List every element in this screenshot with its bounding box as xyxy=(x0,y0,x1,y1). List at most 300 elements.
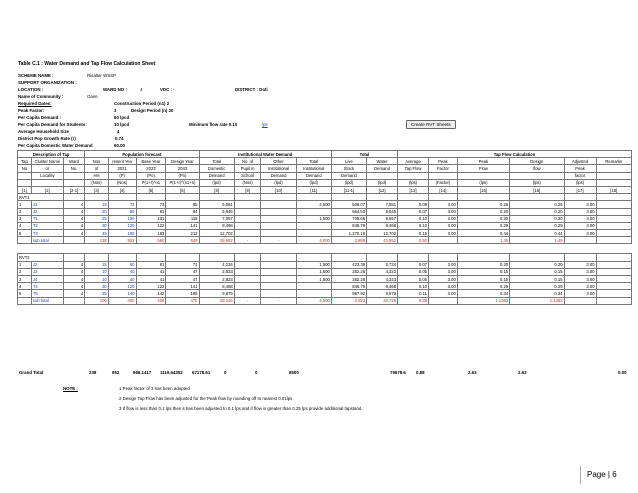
peak-value: 3 xyxy=(114,108,117,113)
table-cell xyxy=(261,194,296,201)
table-cell: 5,081 xyxy=(199,201,234,208)
table-cell: 1 xyxy=(18,261,32,268)
table-cell xyxy=(261,230,296,237)
table-cell: 846.79 xyxy=(331,222,366,229)
header-cell xyxy=(596,165,631,172)
table-cell: 0.44 xyxy=(457,230,509,237)
table-cell: 0.29 xyxy=(510,283,564,290)
table-cell: 8,557 xyxy=(367,215,398,222)
table-cell: 5,734 xyxy=(367,261,398,268)
header-cell xyxy=(63,172,84,179)
table-cell: 120 xyxy=(108,283,136,290)
grand-total-value: 75678.6 xyxy=(390,370,406,375)
grand-total-value: 238 xyxy=(89,370,97,375)
section-label: RVT2 xyxy=(18,254,64,261)
subtotal-cell: 400 xyxy=(108,297,136,304)
subtotal-cell: sub total xyxy=(31,297,63,304)
table-cell: 7,581 xyxy=(367,201,398,208)
table-cell: 25 xyxy=(85,215,108,222)
header-cell: (lps) xyxy=(510,179,564,186)
header-cell xyxy=(63,179,84,186)
table-cell: 1,270.18 xyxy=(331,230,366,237)
header-cell: No. xyxy=(63,165,84,172)
table-cell: T4 xyxy=(31,283,63,290)
table-cell: 0.15 xyxy=(457,268,509,275)
table-cell: 81 xyxy=(136,208,166,215)
header-cell: Demand xyxy=(261,172,296,179)
table-cell xyxy=(261,254,296,261)
table-cell: 3.00 xyxy=(564,283,596,290)
header-cell xyxy=(18,172,32,179)
table-cell: 142 xyxy=(136,290,166,297)
table-row xyxy=(18,230,632,237)
subtotal-cell: 32,726 xyxy=(367,297,398,304)
table-cell: T3 xyxy=(31,230,63,237)
table-cell: J4 xyxy=(31,276,63,283)
header-cell xyxy=(31,179,63,186)
header-cell: [8] xyxy=(199,186,234,193)
table-cell xyxy=(596,215,631,222)
table-cell: 0.11 xyxy=(398,290,429,297)
table-cell xyxy=(63,254,84,261)
domestic-label: Per Capita Domestic Water Demand xyxy=(18,143,93,148)
table-cell: 0.15 xyxy=(510,268,564,275)
table-cell: J3 xyxy=(31,268,63,275)
table-cell: 180 xyxy=(108,230,136,237)
page-number: Page | 6 xyxy=(587,470,617,479)
subtotal-cell xyxy=(564,297,596,304)
domestic-value: 60.00 xyxy=(114,143,125,148)
group-header-cell: Tap Flow Calculation xyxy=(398,151,632,158)
header-cell: Institutional xyxy=(296,165,331,172)
table-cell: 18 xyxy=(85,201,108,208)
table-header-row xyxy=(18,179,632,186)
table-cell: 705.66 xyxy=(331,215,366,222)
header-cell: No. of xyxy=(234,158,261,165)
table-cell: 0.05 xyxy=(398,276,429,283)
grand-total-value: 1119.64352 xyxy=(160,370,183,375)
table-cell xyxy=(234,194,261,201)
table-cell: 423.39 xyxy=(331,261,366,268)
subtotal-cell xyxy=(63,237,84,244)
subtotal-cell: 0.38 xyxy=(398,297,429,304)
subtotal-cell: 38,952 xyxy=(199,237,234,244)
table-cell: 35 xyxy=(85,290,108,297)
table-cell xyxy=(596,230,631,237)
table-cell: 2,500 xyxy=(296,201,331,208)
subtotal-cell: - xyxy=(261,237,296,244)
table-cell xyxy=(296,208,331,215)
calculation-table xyxy=(17,150,632,305)
table-cell xyxy=(261,201,296,208)
table-cell: 9,879 xyxy=(199,290,234,297)
note-label: NOTE : xyxy=(63,386,78,391)
header-cell: HH xyxy=(85,172,108,179)
table-cell: 101 xyxy=(136,215,166,222)
note-item: 2 Design Tap Flow has been adjusted for the Peak flow by rounding off to nearest 0.01lps xyxy=(119,396,293,401)
household-label: Average Household Size xyxy=(18,129,70,134)
table-cell xyxy=(564,254,596,261)
header-cell: Total xyxy=(296,158,331,165)
table-cell: 4 xyxy=(63,215,84,222)
subtotal-cell: 100 xyxy=(85,297,108,304)
table-cell: 2,823 xyxy=(199,276,234,283)
table-cell xyxy=(234,276,261,283)
header-cell: [12] xyxy=(367,186,398,193)
table-cell: 1,500 xyxy=(296,215,331,222)
table-cell xyxy=(234,208,261,215)
table-cell: 3 xyxy=(18,276,32,283)
ward-value: 4 xyxy=(140,87,143,92)
location-label: LOCATION : xyxy=(18,87,44,92)
table-cell: 118 xyxy=(166,215,199,222)
table-cell xyxy=(296,290,331,297)
table-cell: 1 xyxy=(18,201,32,208)
table-cell xyxy=(234,283,261,290)
table-cell: 4 xyxy=(63,283,84,290)
table-row xyxy=(18,276,632,283)
growth-value: 0.74 xyxy=(115,136,124,141)
table-cell xyxy=(596,276,631,283)
table-cell xyxy=(234,230,261,237)
header-cell: [14] xyxy=(429,186,458,193)
header-cell: Pupil in xyxy=(234,165,261,172)
design-period-label: Design Period (n) 20 xyxy=(131,108,174,113)
table-header-row xyxy=(18,158,632,165)
table-cell xyxy=(596,268,631,275)
header-cell: factor xyxy=(564,172,596,179)
header-cell: Peak xyxy=(429,158,458,165)
table-cell: T2 xyxy=(31,222,63,229)
table-cell: 3.00 xyxy=(429,201,458,208)
table-cell: 0.20 xyxy=(510,261,564,268)
section-label-row xyxy=(18,254,632,261)
table-cell: 30 xyxy=(85,222,108,229)
table-cell: 5,645 xyxy=(367,208,398,215)
students-label: Per Capita Demand for Students: xyxy=(18,122,87,127)
table-cell: 10 xyxy=(85,268,108,275)
header-cell: [11] xyxy=(296,186,331,193)
table-cell: 4 xyxy=(63,290,84,297)
table-cell: 8,468 xyxy=(367,222,398,229)
subtotal-cell: 1.49 xyxy=(510,237,564,244)
table-cell: J1 xyxy=(31,201,63,208)
table-cell: 0.05 xyxy=(398,268,429,275)
table-cell: 3.00 xyxy=(429,268,458,275)
group-header-cell: Description of Tap xyxy=(18,151,85,158)
subtotal-cell: 138 xyxy=(85,237,108,244)
table-cell: 0.09 xyxy=(398,201,429,208)
table-cell: 1,500 xyxy=(296,268,331,275)
table-cell: 4 xyxy=(63,230,84,237)
table-cell: 141 xyxy=(166,283,199,290)
header-cell: Tap xyxy=(18,158,32,165)
header-cell: Live xyxy=(331,158,366,165)
table-cell: 846.79 xyxy=(331,283,366,290)
table-cell: 4 xyxy=(63,276,84,283)
subtotal-cell: - xyxy=(261,297,296,304)
table-cell xyxy=(234,222,261,229)
subtotal-cell: - xyxy=(234,297,261,304)
header-cell: [1] xyxy=(18,186,32,193)
table-cell: 3.00 xyxy=(564,215,596,222)
table-cell: 140 xyxy=(108,290,136,297)
table-cell: 40 xyxy=(108,276,136,283)
support-label: SUPPORT ORGANIZATION : xyxy=(18,80,77,85)
header-cell: Flow xyxy=(457,165,509,172)
students-value: 10 lpcd xyxy=(114,122,130,127)
table-cell xyxy=(296,254,331,261)
subtotal-cell: 560 xyxy=(136,237,166,244)
minflow-label: Minimum flow rate 0.10 xyxy=(189,122,238,127)
subtotal-cell xyxy=(63,297,84,304)
table-cell: 120 xyxy=(108,222,136,229)
grand-total-value: 0.00 xyxy=(618,370,627,375)
table-cell: T5 xyxy=(31,290,63,297)
header-cell: Factor xyxy=(429,165,458,172)
subtotal-cell: 3,895 xyxy=(331,237,366,244)
table-cell: 73 xyxy=(136,201,166,208)
header-cell xyxy=(367,172,398,179)
table-cell: 20 xyxy=(85,208,108,215)
subtotal-cell xyxy=(596,237,631,244)
subtotal-cell: 2,823 xyxy=(331,297,366,304)
table-cell xyxy=(367,254,398,261)
header-cell: Design xyxy=(510,158,564,165)
header-cell xyxy=(429,172,458,179)
table-cell: 0.29 xyxy=(457,222,509,229)
group-header-cell: Population forecast xyxy=(85,151,199,158)
table-group-header xyxy=(18,151,632,158)
table-cell: 3.00 xyxy=(564,268,596,275)
required-label: Required Dates: xyxy=(18,101,52,106)
table-cell: 0.20 xyxy=(510,208,564,215)
header-cell: Locality xyxy=(31,172,63,179)
table-row xyxy=(18,201,632,208)
table-cell: 1,500 xyxy=(296,276,331,283)
subtotal-cell: 1.1363 xyxy=(457,297,509,304)
pcd-value: 60 lpcd xyxy=(114,115,130,120)
header-cell: [2] xyxy=(31,186,63,193)
ward-label: WARD NO : xyxy=(103,87,127,92)
table-cell: J2 xyxy=(31,261,63,268)
table-cell: 72 xyxy=(108,201,136,208)
table-cell xyxy=(261,290,296,297)
header-cell: (lps) xyxy=(398,179,429,186)
table-cell: 8,468 xyxy=(199,283,234,290)
header-cell: Tap Flow xyxy=(398,165,429,172)
header-cell xyxy=(18,179,32,186)
spacer-row xyxy=(18,244,632,254)
table-cell xyxy=(596,222,631,229)
table-cell: 4,234 xyxy=(199,261,234,268)
header-cell: Cluster Name xyxy=(31,158,63,165)
header-cell xyxy=(457,172,509,179)
table-header-row xyxy=(18,172,632,179)
header-cell: Nos xyxy=(85,158,108,165)
table-cell: 3.00 xyxy=(429,290,458,297)
table-cell: 60 xyxy=(108,261,136,268)
table-cell: 0.20 xyxy=(457,261,509,268)
household-value: 4 xyxy=(117,129,120,134)
subtotal-cell xyxy=(429,297,458,304)
table-cell: 4 xyxy=(63,208,84,215)
district-label: DISTRICT : Doti xyxy=(235,87,268,92)
header-cell: No xyxy=(18,165,32,172)
table-cell xyxy=(261,261,296,268)
table-cell: 165 xyxy=(166,290,199,297)
table-cell xyxy=(234,290,261,297)
header-cell: (lpd) xyxy=(367,179,398,186)
table-cell: 4 xyxy=(63,201,84,208)
table-cell xyxy=(199,194,234,201)
create-rvt-sheets-button[interactable]: Create RVT Sheets xyxy=(406,120,456,129)
table-cell: 85 xyxy=(166,201,199,208)
minflow-unit: lps xyxy=(262,122,268,127)
table-row xyxy=(18,283,632,290)
table-row xyxy=(18,290,632,297)
table-cell: 282.26 xyxy=(331,276,366,283)
table-cell: 564.53 xyxy=(331,208,366,215)
header-cell: 2023 xyxy=(136,165,166,172)
header-cell xyxy=(398,172,429,179)
table-cell: 3.00 xyxy=(429,283,458,290)
subtotal-cell: sub total xyxy=(31,237,63,244)
pcd-label: Per Capita Demand : xyxy=(18,115,61,120)
header-cell: (lpd) xyxy=(199,179,234,186)
header-cell: [5] xyxy=(136,186,166,193)
header-cell xyxy=(596,172,631,179)
vdc-label: VDC : - xyxy=(160,87,175,92)
group-header-cell: Total xyxy=(331,151,397,158)
table-cell: 3 xyxy=(18,215,32,222)
table-cell: 3.00 xyxy=(564,222,596,229)
subtotal-cell: 1.49 xyxy=(457,237,509,244)
table-cell: 0.15 xyxy=(398,230,429,237)
table-cell: 0.29 xyxy=(510,222,564,229)
header-cell: School xyxy=(234,172,261,179)
section-label-row xyxy=(18,194,632,201)
table-cell: 0.34 xyxy=(510,290,564,297)
subtotal-cell: 4,000 xyxy=(296,237,331,244)
grand-total-value: 67178.61 xyxy=(192,370,211,375)
table-cell: 3.00 xyxy=(564,208,596,215)
header-cell: (Nos) xyxy=(234,179,261,186)
table-cell: 3.00 xyxy=(564,261,596,268)
spacer-cell xyxy=(18,244,632,254)
table-cell: 212 xyxy=(166,230,199,237)
header-cell: [3] xyxy=(85,186,108,193)
table-cell: 2 xyxy=(18,268,32,275)
table-cell xyxy=(296,283,331,290)
header-cell: Demand xyxy=(199,172,234,179)
header-cell: [13] xyxy=(398,186,429,193)
subtotal-cell xyxy=(564,237,596,244)
table-cell: 3.00 xyxy=(429,208,458,215)
table-cell: 47 xyxy=(166,268,199,275)
table-cell: 8,468 xyxy=(199,222,234,229)
table-cell xyxy=(331,194,366,201)
table-cell: 0.20 xyxy=(457,208,509,215)
table-cell xyxy=(367,194,398,201)
peak-label: Peak Factor: xyxy=(18,108,45,113)
header-cell: [11-1] xyxy=(331,186,366,193)
header-cell: [10] xyxy=(261,186,296,193)
table-cell: 100 xyxy=(108,215,136,222)
community-label: Name of Community : xyxy=(18,94,64,99)
subtotal-cell: 470 xyxy=(166,297,199,304)
header-cell: [16] xyxy=(510,186,564,193)
header-cell xyxy=(510,172,564,179)
note-item: 1 Peak factor of 3 has been adopted xyxy=(119,386,190,391)
table-cell: 15 xyxy=(85,261,108,268)
grand-total-value: 0.88 xyxy=(416,370,425,375)
table-cell: 2,823 xyxy=(199,268,234,275)
table-cell: 0.26 xyxy=(457,201,509,208)
table-cell: 4,323 xyxy=(367,268,398,275)
table-cell xyxy=(234,268,261,275)
header-cell: (Pn) xyxy=(166,172,199,179)
header-cell: P(1+r)^(n1+n) xyxy=(166,179,199,186)
header-cell: of xyxy=(85,165,108,172)
table-cell xyxy=(296,194,331,201)
table-cell: 122 xyxy=(136,222,166,229)
header-cell: (Nos) xyxy=(85,179,108,186)
table-row xyxy=(18,215,632,222)
table-cell: 3.00 xyxy=(429,261,458,268)
header-cell: Ward xyxy=(63,158,84,165)
table-cell: 94 xyxy=(166,208,199,215)
table-cell xyxy=(261,268,296,275)
header-cell: Base Year xyxy=(136,158,166,165)
header-cell: (lpd) xyxy=(261,179,296,186)
header-cell: Peak xyxy=(457,158,509,165)
header-cell: P(1+r)^n1 xyxy=(136,179,166,186)
table-cell: 4 xyxy=(18,283,32,290)
table-cell: 0.10 xyxy=(398,283,429,290)
grand-total-value: 2.63 xyxy=(518,370,527,375)
table-cell: 3.00 xyxy=(564,276,596,283)
header-cell: (lps) xyxy=(457,179,509,186)
header-cell: [17] xyxy=(564,186,596,193)
table-cell xyxy=(234,254,261,261)
growth-label: District Pop Growth Rate (r) xyxy=(18,136,76,141)
table-cell: 9,879 xyxy=(367,290,398,297)
table-cell: 80 xyxy=(108,208,136,215)
table-cell xyxy=(234,261,261,268)
table-cell: 5,645 xyxy=(199,208,234,215)
table-cell xyxy=(261,283,296,290)
table-cell: 2 xyxy=(18,208,32,215)
subtotal-cell: 0.50 xyxy=(398,237,429,244)
table-cell: 0.10 xyxy=(398,222,429,229)
section-label: RVT1 xyxy=(18,194,64,201)
header-cell: Demand xyxy=(331,172,366,179)
grand-total-value: 952 xyxy=(112,370,120,375)
table-cell xyxy=(63,194,84,201)
subtotal-cell: 1.1363 xyxy=(510,297,564,304)
table-cell xyxy=(296,222,331,229)
table-cell: 61 xyxy=(136,261,166,268)
table-cell xyxy=(398,194,429,201)
table-cell xyxy=(166,254,199,261)
table-cell: 0.26 xyxy=(510,201,564,208)
table-cell: 141 xyxy=(166,222,199,229)
table-cell: 12,702 xyxy=(367,230,398,237)
table-cell xyxy=(596,208,631,215)
table-cell xyxy=(85,194,108,201)
table-cell xyxy=(596,194,631,201)
